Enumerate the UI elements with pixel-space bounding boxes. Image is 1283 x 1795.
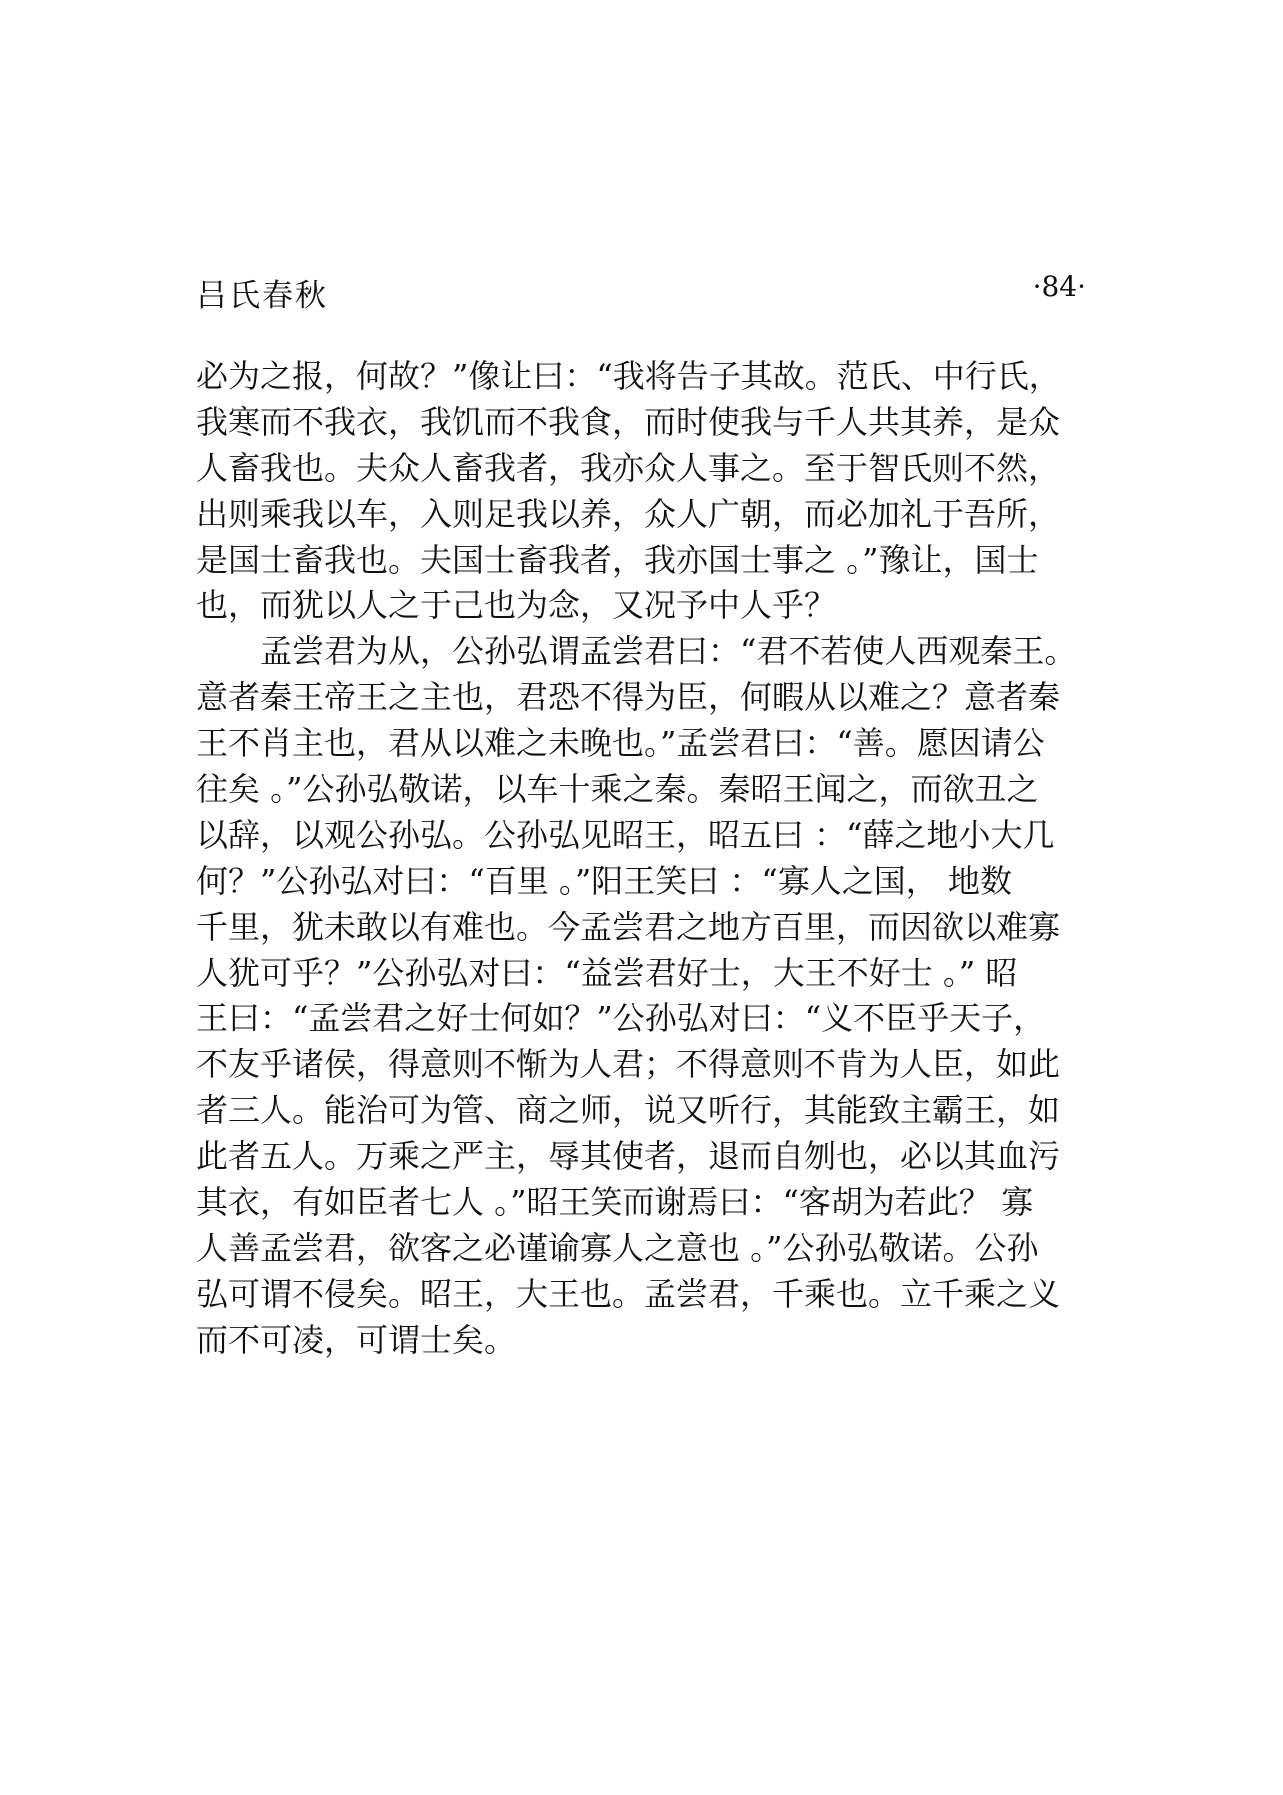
text-line: 意者秦王帝王之主也，君恐不得为臣，何暇从以难之？意者秦 xyxy=(196,678,1061,717)
text-line: 我寒而不我衣，我饥而不我食，而时使我与千人共其养，是众 xyxy=(196,402,1061,441)
text-line: 其衣，有如臣者七人 。”昭王笑而谢焉曰：“客胡为若此？ 寡 xyxy=(196,1183,1034,1222)
page-number: ·84· xyxy=(1032,270,1086,303)
running-head xyxy=(196,270,1086,314)
text-line: 人犹可乎？”公孙弘对曰：“益尝君好士，大王不好士 。” 昭 xyxy=(196,953,1018,992)
text-line: 人畜我也。夫众人畜我者，我亦众人事之。至于智氏则不然， xyxy=(196,448,1061,487)
text-line: 往矣 。”公孙弘敬诺，以车十乘之秦。秦昭王闻之，而欲丑之 xyxy=(196,770,1039,809)
text-line: 必为之报，何故？”像让曰：“我将告子其故。范氏、中行氏， xyxy=(196,357,1061,395)
text-line: 王不肖主也，君从以难之未晚也。”孟尝君曰：“善。愿因请公 xyxy=(196,724,1045,763)
text-line: 王曰：“孟尝君之好士何如？”公孙弘对曰：“义不臣乎天子， xyxy=(196,999,1046,1038)
text-line: 不友乎诸侯，得意则不惭为人君；不得意则不肯为人臣，如此 xyxy=(196,1045,1061,1084)
text-line: 也，而犹以人之于己也为念，又况予中人乎？ xyxy=(196,586,837,625)
text-line: 人善孟尝君，欲客之必谨谕寡人之意也 。”公孙弘敬诺。公孙 xyxy=(196,1228,1039,1267)
text-line: 者三人。能治可为管、商之师，说又听行，其能致主霸王，如 xyxy=(196,1091,1061,1130)
text-line: 弘可谓不侵矣。昭王，大王也。孟尝君，千乘也。立千乘之义 xyxy=(196,1274,1061,1313)
text-line: 出则乘我以车，入则足我以养，众人广朝，而必加礼于吾所， xyxy=(196,494,1061,533)
text-line: 以辞，以观公孙弘。公孙弘见昭王，昭五曰 ：“薛之地小大几 xyxy=(196,815,1055,854)
text-line: 孟尝君为从，公孙弘谓孟尝君曰：“君不若使人西观秦王。 xyxy=(196,632,1077,671)
text-line: 是国士畜我也。夫国士畜我者，我亦国士事之 。”豫让，国士 xyxy=(196,540,1039,579)
book-title: 吕氏春秋 xyxy=(196,278,328,314)
text-line: 千里，犹未敢以有难也。今孟尝君之地方百里，而因欲以难寡 xyxy=(196,907,1061,946)
text-line: 此者五人。万乘之严主，辱其使者，退而自刎也，必以其血污 xyxy=(196,1137,1061,1176)
body-text xyxy=(196,354,1086,1364)
text-line: 而不可凌，可谓士矣。 xyxy=(196,1320,517,1359)
text-line: 何？”公孙弘对曰：“百里 。”阳王笑曰 ：“寡人之国， 地数 xyxy=(196,861,1012,900)
